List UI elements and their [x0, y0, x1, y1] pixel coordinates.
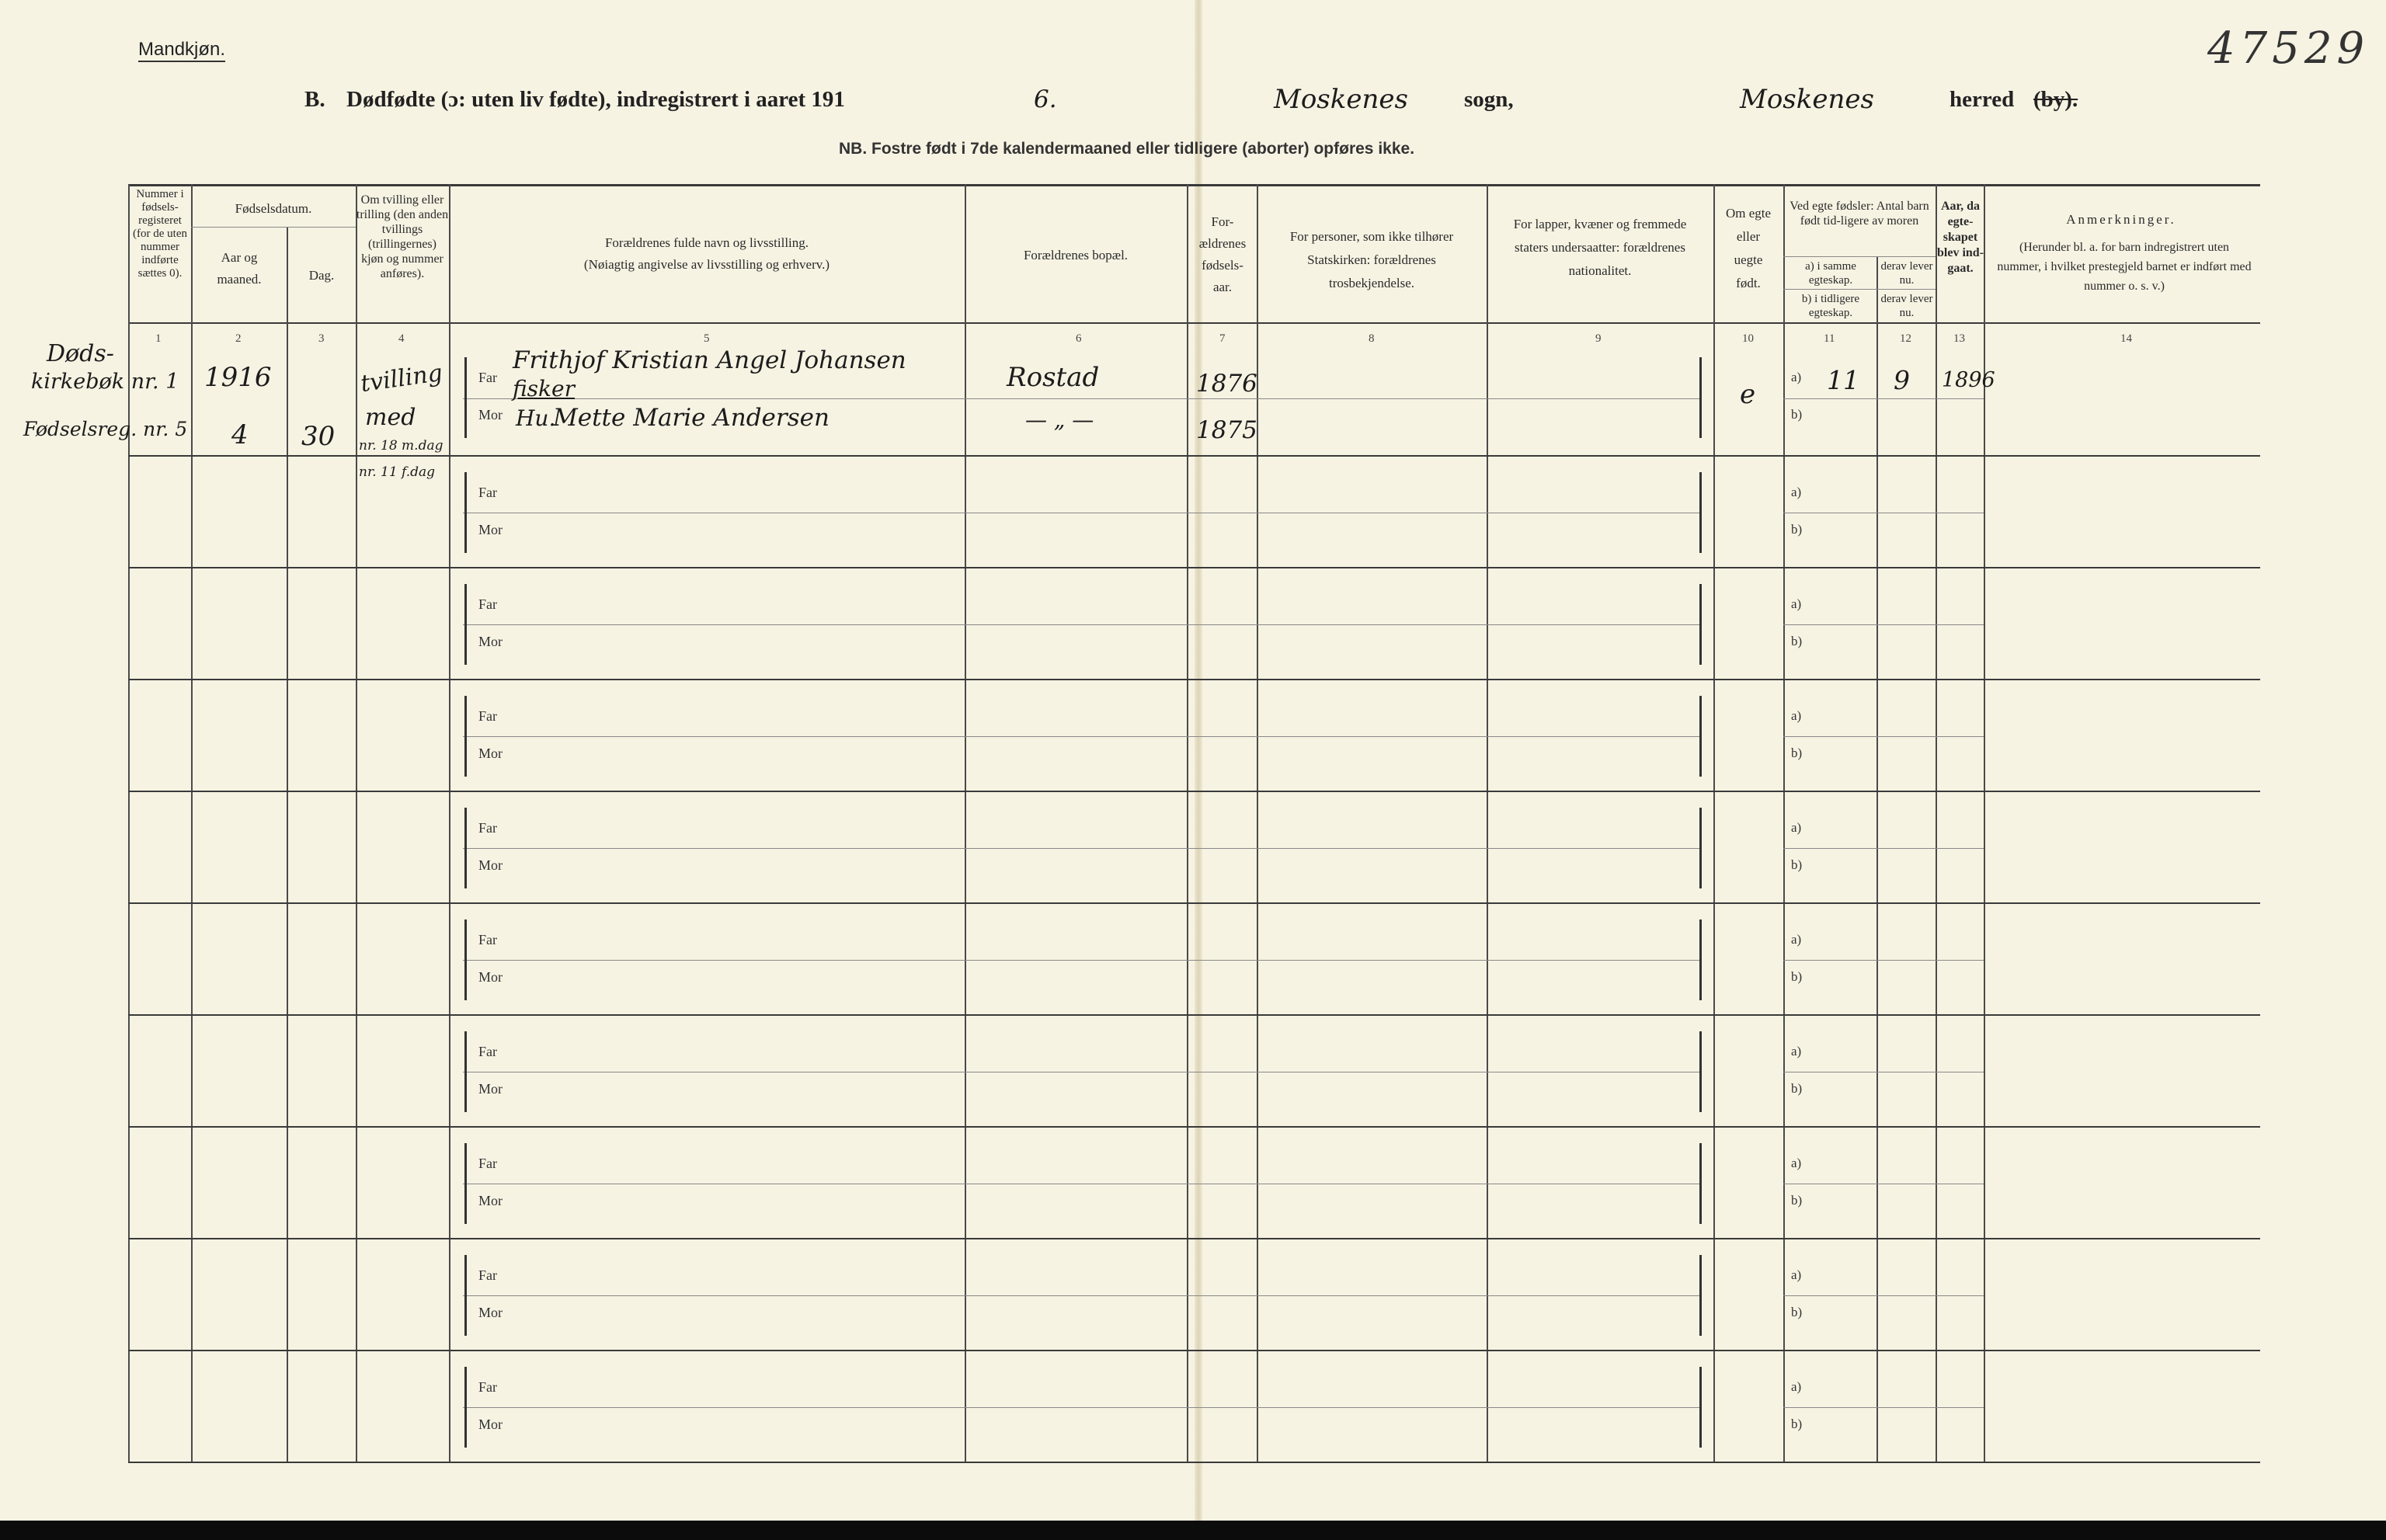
col-line — [965, 184, 966, 1462]
column-number: 13 — [1953, 332, 1965, 345]
col-line — [1487, 184, 1488, 1462]
row-bottom-line — [128, 1014, 2260, 1016]
row-mid-line — [1783, 960, 1984, 961]
header-sub-line — [1783, 256, 1936, 257]
header-legitimacy: Om egte eller uegte født. — [1725, 206, 1772, 290]
row-mid-line — [463, 1295, 1699, 1296]
row-mid-line — [1783, 1295, 1984, 1296]
entry-twin-1: tvilling — [359, 359, 444, 398]
far-label: Far — [478, 1156, 497, 1171]
column-number: 11 — [1824, 332, 1835, 345]
option-b-label: b) — [1791, 1081, 1803, 1096]
entry-twin-3: nr. 18 m.dag — [359, 438, 443, 454]
entry-year: 1916 — [204, 362, 272, 393]
entry-register-1: Døds- — [47, 340, 114, 367]
far-label: Far — [478, 708, 497, 724]
header-earlier-marriage: b) i tidligere egteskap. — [1801, 293, 1860, 319]
header-sub-line — [1783, 289, 1936, 290]
entry-marriage-year: 1896 — [1942, 368, 1995, 392]
column-number: 1 — [155, 332, 162, 345]
mor-label: Mor — [478, 407, 503, 422]
option-b-label: b) — [1791, 634, 1803, 648]
option-b-label: b) — [1791, 1305, 1803, 1319]
column-number: 6 — [1076, 332, 1082, 345]
header-sub-line — [191, 227, 356, 228]
row-bottom-line — [128, 679, 2260, 680]
option-a-label: a) — [1791, 1156, 1802, 1170]
district-label: herred — [1949, 87, 2015, 112]
option-a-label: a) — [1791, 596, 1802, 611]
mor-label: Mor — [478, 634, 503, 649]
left-brace — [464, 1255, 467, 1336]
col-line — [287, 227, 288, 1462]
mor-label: Mor — [478, 1193, 503, 1208]
col-line — [1187, 184, 1188, 1462]
row-mid-line — [1783, 624, 1984, 625]
col-line — [449, 184, 450, 1462]
row-bottom-line — [128, 1126, 2260, 1128]
left-brace — [464, 919, 467, 1000]
mor-label: Mor — [478, 1305, 503, 1320]
left-brace — [464, 472, 467, 553]
left-brace — [464, 808, 467, 888]
entry-mother-name: Mette Marie Andersen — [553, 404, 830, 432]
header-top-line — [128, 184, 2260, 186]
header-nationality: For lapper, kvæner og fremmede staters undersaatter: forældrenes nationalitet. — [1513, 217, 1687, 278]
column-number: 3 — [318, 332, 325, 345]
entry-father-occupation: fisker — [513, 376, 575, 402]
option-b-label: b) — [1791, 857, 1803, 872]
header-bottom-line — [128, 322, 2260, 324]
right-brace — [1699, 919, 1702, 1000]
mor-label: Mor — [478, 1081, 503, 1097]
header-same-marriage: a) i samme egteskap. — [1805, 260, 1856, 287]
entry-twin-2: med — [365, 404, 416, 431]
column-number: 7 — [1219, 332, 1226, 345]
col-line — [1783, 184, 1785, 1462]
entry-children-same-marriage: 11 — [1827, 365, 1859, 395]
scan-border — [0, 1521, 2386, 1540]
year-handwritten: 6. — [1034, 85, 1057, 113]
option-a-label: a) — [1791, 370, 1802, 384]
option-a-label: a) — [1791, 932, 1802, 947]
header-day: Dag. — [308, 268, 335, 283]
district-handwritten: Moskenes — [1740, 84, 1874, 115]
archive-number: 47529 — [2207, 23, 2370, 74]
parish-label: sogn, — [1464, 87, 1514, 112]
header-prior-children: Ved egte fødsler: Antal barn født tid-ligere av moren — [1790, 200, 1929, 228]
entry-twin-4: nr. 11 f.dag — [359, 464, 436, 480]
right-brace — [1699, 472, 1702, 553]
entry-residence-mother: — „ — — [1025, 407, 1094, 433]
left-brace — [464, 584, 467, 665]
header-register-number: Nummer i fødsels-registeret (for de uten nummer indførte sættes 0). — [133, 188, 187, 280]
option-b-label: b) — [1791, 746, 1803, 760]
header-birth-date: Fødselsdatum. — [235, 201, 312, 216]
entry-father-name: Frithjof Kristian Angel Johansen — [513, 346, 906, 374]
row-bottom-line — [128, 1462, 2260, 1463]
form-note: NB. Fostre født i 7de kalendermaaned eller tidligere (aborter) opføres ikke. — [839, 140, 1415, 158]
row-mid-line — [463, 398, 1699, 399]
entry-father-birth-year: 1876 — [1196, 370, 1257, 398]
mor-label: Mor — [478, 857, 503, 873]
header-living-a: derav lever nu. — [1880, 260, 1933, 287]
parish-handwritten: Moskenes — [1274, 84, 1408, 115]
form-title: Dødfødte (ɔ: uten liv fødte), indregistrert i aaret 191 — [346, 87, 845, 112]
entry-mother-prefix: Hu. — [516, 405, 556, 431]
option-b-label: b) — [1791, 1193, 1803, 1208]
right-brace — [1699, 584, 1702, 665]
right-brace — [1699, 696, 1702, 777]
header-living-b: derav lever nu. — [1880, 293, 1933, 319]
row-bottom-line — [128, 567, 2260, 568]
far-label: Far — [478, 820, 497, 836]
column-number: 10 — [1742, 332, 1754, 345]
option-b-label: b) — [1791, 407, 1803, 422]
left-brace — [464, 696, 467, 777]
header-parents-name: Forældrenes fulde navn og livsstilling. — [604, 235, 809, 250]
col-line — [1876, 256, 1878, 1462]
row-mid-line — [463, 736, 1699, 737]
left-brace — [464, 357, 467, 438]
left-brace — [464, 1143, 467, 1224]
district-struck: (by). — [2033, 87, 2078, 112]
right-brace — [1699, 1255, 1702, 1336]
far-label: Far — [478, 485, 497, 500]
column-number: 4 — [398, 332, 405, 345]
option-a-label: a) — [1791, 1267, 1802, 1282]
option-a-label: a) — [1791, 1379, 1802, 1394]
option-a-label: a) — [1791, 820, 1802, 835]
right-brace — [1699, 1367, 1702, 1448]
row-bottom-line — [128, 1350, 2260, 1351]
option-b-label: b) — [1791, 969, 1803, 984]
header-religion: For personer, som ikke tilhører Statskirken: forældrenes trosbekjendelse. — [1289, 229, 1454, 290]
header-remarks-title: Anmerkninger. — [2066, 212, 2176, 227]
row-mid-line — [1783, 848, 1984, 849]
entry-month: 4 — [231, 419, 249, 450]
entry-register-3: Fødselsreg. nr. 5 — [23, 418, 188, 440]
far-label: Far — [478, 932, 497, 947]
left-brace — [464, 1367, 467, 1448]
col-line — [1936, 184, 1937, 1462]
row-mid-line — [463, 960, 1699, 961]
row-mid-line — [1783, 1407, 1984, 1408]
row-mid-line — [463, 848, 1699, 849]
right-brace — [1699, 1031, 1702, 1112]
row-bottom-line — [128, 455, 2260, 457]
mor-label: Mor — [478, 746, 503, 761]
far-label: Far — [478, 1267, 497, 1283]
far-label: Far — [478, 596, 497, 612]
column-number: 8 — [1369, 332, 1375, 345]
title-prefix: B. — [304, 87, 325, 112]
entry-residence: Rostad — [1007, 362, 1100, 393]
row-mid-line — [1783, 736, 1984, 737]
option-b-label: b) — [1791, 522, 1803, 537]
column-number: 2 — [235, 332, 242, 345]
row-bottom-line — [128, 1238, 2260, 1239]
mor-label: Mor — [478, 969, 503, 985]
header-marriage-year: Aar, da egte-skapet blev ind-gaat. — [1937, 200, 1984, 275]
option-a-label: a) — [1791, 485, 1802, 499]
header-twin: Om tvilling eller trilling (den anden tvillings (trillingernes) kjøn og nummer anføres). — [356, 193, 449, 280]
header-birth-year: For-ældrenes fødsels-aar. — [1198, 214, 1247, 294]
entry-legitimacy: e — [1740, 379, 1756, 410]
option-b-label: b) — [1791, 1417, 1803, 1431]
col-line — [191, 184, 193, 1462]
right-brace — [1699, 808, 1702, 888]
far-label: Far — [478, 370, 497, 385]
far-label: Far — [478, 1044, 497, 1059]
header-parents-name-note: (Nøiagtig angivelse av livsstilling og erhverv.) — [583, 257, 830, 272]
row-bottom-line — [128, 902, 2260, 904]
header-year-month: Aar og maaned. — [217, 250, 262, 287]
col-line — [1713, 184, 1715, 1462]
entry-register-2: kirkebøk nr. 1 — [31, 370, 179, 394]
entry-mother-birth-year: 1875 — [1196, 416, 1257, 444]
column-number: 12 — [1900, 332, 1911, 345]
row-mid-line — [463, 1407, 1699, 1408]
column-number: 5 — [704, 332, 710, 345]
entry-children-living: 9 — [1894, 365, 1910, 395]
gender-label: Mandkjøn. — [138, 39, 225, 62]
header-residence: Forældrenes bopæl. — [1023, 248, 1129, 262]
header-remarks: (Herunder bl. a. for barn indregistrert uten nummer, i hvilket prestegjeld barnet er indført med nummer o. s. v.) — [1997, 241, 2252, 293]
option-a-label: a) — [1791, 708, 1802, 723]
left-brace — [464, 1031, 467, 1112]
option-a-label: a) — [1791, 1044, 1802, 1059]
entry-day: 30 — [301, 421, 336, 452]
col-line — [356, 184, 357, 1462]
row-bottom-line — [128, 791, 2260, 792]
far-label: Far — [478, 1379, 497, 1395]
mor-label: Mor — [478, 1417, 503, 1432]
row-mid-line — [463, 624, 1699, 625]
right-brace — [1699, 1143, 1702, 1224]
column-number: 9 — [1595, 332, 1602, 345]
row-mid-line — [1783, 398, 1984, 399]
right-brace — [1699, 357, 1702, 438]
column-number: 14 — [2120, 332, 2132, 345]
mor-label: Mor — [478, 522, 503, 537]
